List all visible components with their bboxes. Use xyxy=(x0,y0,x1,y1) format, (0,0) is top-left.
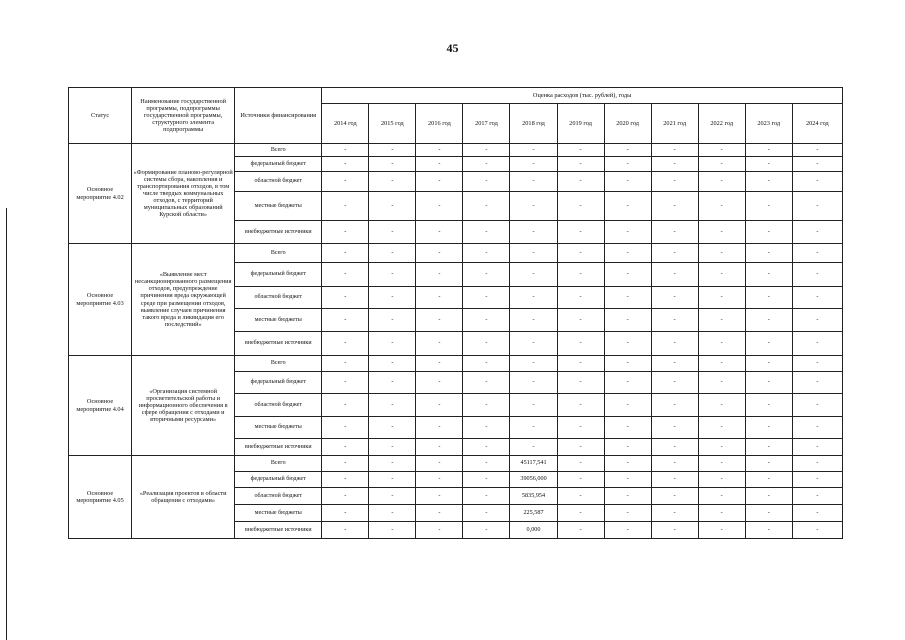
funding-source-cell: местные бюджеты xyxy=(235,505,322,522)
value-cell: - xyxy=(510,417,557,439)
value-cell: - xyxy=(604,356,651,372)
table-row xyxy=(69,144,843,157)
value-cell: 225,587 xyxy=(510,505,557,522)
value-cell: - xyxy=(745,456,792,472)
value-cell: - xyxy=(322,488,369,505)
value-cell: - xyxy=(322,157,369,172)
value-cell: - xyxy=(322,456,369,472)
value-cell: - xyxy=(792,309,842,332)
value-cell: - xyxy=(698,192,745,221)
funding-source-cell: областной бюджет xyxy=(235,287,322,309)
value-cell: - xyxy=(463,456,510,472)
value-cell: - xyxy=(416,309,463,332)
value-cell: - xyxy=(651,244,698,263)
value-cell: - xyxy=(322,244,369,263)
value-cell: - xyxy=(745,356,792,372)
value-cell: - xyxy=(604,505,651,522)
value-cell: - xyxy=(792,394,842,417)
value-cell: - xyxy=(792,332,842,356)
value-cell: - xyxy=(698,394,745,417)
value-cell: - xyxy=(510,287,557,309)
value-cell: - xyxy=(510,192,557,221)
value-cell: - xyxy=(604,287,651,309)
value-cell: - xyxy=(698,505,745,522)
budget-table xyxy=(68,87,843,539)
value-cell: - xyxy=(322,505,369,522)
value-cell: - xyxy=(322,144,369,157)
value-cell: - xyxy=(745,309,792,332)
table-row xyxy=(69,456,843,472)
value-cell: - xyxy=(651,263,698,287)
value-cell: - xyxy=(557,522,604,539)
value-cell: - xyxy=(557,394,604,417)
value-cell: - xyxy=(557,472,604,488)
value-cell: - xyxy=(604,309,651,332)
value-cell: - xyxy=(792,417,842,439)
value-cell: - xyxy=(369,472,416,488)
value-cell: - xyxy=(416,417,463,439)
value-cell: - xyxy=(557,263,604,287)
table-body xyxy=(69,144,843,539)
value-cell: - xyxy=(698,172,745,192)
value-cell: - xyxy=(792,287,842,309)
value-cell: - xyxy=(604,472,651,488)
activity-name-cell: «Реализация проектов в области обращения с отходами» xyxy=(132,456,235,539)
funding-source-cell: Всего xyxy=(235,356,322,372)
value-cell: - xyxy=(463,356,510,372)
value-cell: - xyxy=(463,417,510,439)
value-cell: - xyxy=(322,417,369,439)
value-cell: - xyxy=(698,372,745,394)
funding-source-cell: местные бюджеты xyxy=(235,417,322,439)
funding-source-cell: внебюджетные источники xyxy=(235,522,322,539)
value-cell: - xyxy=(463,192,510,221)
value-cell: - xyxy=(322,309,369,332)
value-cell: - xyxy=(792,522,842,539)
value-cell: - xyxy=(745,505,792,522)
value-cell: - xyxy=(745,372,792,394)
header-year: 2015 год xyxy=(369,104,416,144)
value-cell: - xyxy=(745,221,792,244)
header-status: Статус xyxy=(69,88,132,144)
value-cell: - xyxy=(463,221,510,244)
value-cell: - xyxy=(604,172,651,192)
value-cell: - xyxy=(745,192,792,221)
value-cell: - xyxy=(698,356,745,372)
value-cell: - xyxy=(369,488,416,505)
funding-source-cell: федеральный бюджет xyxy=(235,372,322,394)
funding-source-cell: федеральный бюджет xyxy=(235,157,322,172)
value-cell: - xyxy=(698,157,745,172)
value-cell: - xyxy=(416,356,463,372)
funding-source-cell: Всего xyxy=(235,244,322,263)
value-cell: - xyxy=(463,244,510,263)
value-cell: - xyxy=(604,244,651,263)
value-cell: - xyxy=(604,263,651,287)
value-cell: - xyxy=(510,157,557,172)
value-cell: - xyxy=(557,244,604,263)
value-cell: - xyxy=(651,456,698,472)
value-cell: - xyxy=(416,332,463,356)
value-cell: - xyxy=(651,394,698,417)
value-cell: - xyxy=(557,372,604,394)
value-cell: - xyxy=(745,287,792,309)
header-source: Источники финансирования xyxy=(235,88,322,144)
value-cell: - xyxy=(604,456,651,472)
value-cell: - xyxy=(604,221,651,244)
value-cell: - xyxy=(369,144,416,157)
funding-source-cell: местные бюджеты xyxy=(235,309,322,332)
value-cell: - xyxy=(792,144,842,157)
value-cell: - xyxy=(745,244,792,263)
value-cell: - xyxy=(369,456,416,472)
value-cell: - xyxy=(369,439,416,456)
value-cell: - xyxy=(557,488,604,505)
value-cell: - xyxy=(792,192,842,221)
value-cell: - xyxy=(604,522,651,539)
header-year: 2014 год xyxy=(322,104,369,144)
value-cell: - xyxy=(510,439,557,456)
value-cell: - xyxy=(792,488,842,505)
value-cell: - xyxy=(463,505,510,522)
value-cell: - xyxy=(416,263,463,287)
header-year: 2020 год xyxy=(604,104,651,144)
value-cell: - xyxy=(651,505,698,522)
value-cell: - xyxy=(557,144,604,157)
value-cell: - xyxy=(322,172,369,192)
value-cell: - xyxy=(745,157,792,172)
value-cell: - xyxy=(369,417,416,439)
value-cell: - xyxy=(698,439,745,456)
value-cell: - xyxy=(322,472,369,488)
value-cell: - xyxy=(416,372,463,394)
value-cell: - xyxy=(651,192,698,221)
activity-name-cell: «Выявление мест несанкционированного размещения отходов, предупреждение причинения вреда окружающей среде при размещении отходов, выявление случаев причинения такого вреда и ликвидация его последствий» xyxy=(132,244,235,356)
value-cell: - xyxy=(792,263,842,287)
value-cell: 39056,000 xyxy=(510,472,557,488)
value-cell: - xyxy=(698,144,745,157)
page-number: 45 xyxy=(446,41,459,55)
value-cell: - xyxy=(322,192,369,221)
value-cell: - xyxy=(745,439,792,456)
value-cell: - xyxy=(557,192,604,221)
header-year: 2017 год xyxy=(463,104,510,144)
value-cell: - xyxy=(698,263,745,287)
value-cell: - xyxy=(369,309,416,332)
value-cell: - xyxy=(651,144,698,157)
value-cell: - xyxy=(698,332,745,356)
value-cell: - xyxy=(651,356,698,372)
value-cell: - xyxy=(604,439,651,456)
value-cell: - xyxy=(698,309,745,332)
value-cell: - xyxy=(745,417,792,439)
status-cell: Основное мероприятие 4.04 xyxy=(69,356,132,456)
funding-source-cell: областной бюджет xyxy=(235,172,322,192)
header-name: Наименование государственной программы, подпрограммы государственной программы, структурного элемента подпрограммы xyxy=(132,88,235,144)
value-cell: 0,000 xyxy=(510,522,557,539)
value-cell: - xyxy=(604,144,651,157)
value-cell: - xyxy=(604,332,651,356)
value-cell: - xyxy=(557,221,604,244)
value-cell: - xyxy=(745,394,792,417)
value-cell: - xyxy=(510,309,557,332)
funding-source-cell: внебюджетные источники xyxy=(235,439,322,456)
value-cell: - xyxy=(651,522,698,539)
value-cell: - xyxy=(463,372,510,394)
value-cell: - xyxy=(369,372,416,394)
value-cell: - xyxy=(698,522,745,539)
value-cell: - xyxy=(510,221,557,244)
value-cell: - xyxy=(557,417,604,439)
value-cell: - xyxy=(698,287,745,309)
value-cell: - xyxy=(792,356,842,372)
activity-name-cell: «Формирование планово-регулярной системы сбора, накопления и транспортирования отходов, в том числе твердых коммунальных отходов, с территорий муниципальных образований Курской области» xyxy=(132,144,235,244)
value-cell: - xyxy=(463,263,510,287)
value-cell: - xyxy=(510,372,557,394)
value-cell: - xyxy=(322,263,369,287)
value-cell: - xyxy=(651,172,698,192)
funding-source-cell: внебюджетные источники xyxy=(235,221,322,244)
value-cell: - xyxy=(792,172,842,192)
value-cell: - xyxy=(463,309,510,332)
header-estimate: Оценка расходов (тыс. рублей), годы xyxy=(322,88,843,104)
value-cell: - xyxy=(369,505,416,522)
value-cell: - xyxy=(557,157,604,172)
value-cell: - xyxy=(369,287,416,309)
header-year: 2016 год xyxy=(416,104,463,144)
header-year: 2023 год xyxy=(745,104,792,144)
value-cell: - xyxy=(745,332,792,356)
value-cell: - xyxy=(745,172,792,192)
status-cell: Основное мероприятие 4.02 xyxy=(69,144,132,244)
value-cell: - xyxy=(416,456,463,472)
value-cell: 45117,541 xyxy=(510,456,557,472)
value-cell: - xyxy=(510,144,557,157)
value-cell: - xyxy=(745,522,792,539)
value-cell: - xyxy=(557,505,604,522)
scan-edge-line xyxy=(6,208,7,640)
value-cell: - xyxy=(369,244,416,263)
value-cell: - xyxy=(463,144,510,157)
value-cell: - xyxy=(322,332,369,356)
table-row xyxy=(69,244,843,263)
value-cell: - xyxy=(463,394,510,417)
value-cell: - xyxy=(557,456,604,472)
value-cell: - xyxy=(322,522,369,539)
value-cell: - xyxy=(369,221,416,244)
value-cell: - xyxy=(604,488,651,505)
value-cell: - xyxy=(792,472,842,488)
value-cell: - xyxy=(651,472,698,488)
value-cell: - xyxy=(792,505,842,522)
value-cell: - xyxy=(604,394,651,417)
value-cell: - xyxy=(792,456,842,472)
value-cell: - xyxy=(651,488,698,505)
value-cell: - xyxy=(510,244,557,263)
value-cell: - xyxy=(698,456,745,472)
value-cell: - xyxy=(463,522,510,539)
value-cell: - xyxy=(510,332,557,356)
value-cell: - xyxy=(698,417,745,439)
value-cell: - xyxy=(416,244,463,263)
value-cell: - xyxy=(463,488,510,505)
value-cell: - xyxy=(463,287,510,309)
value-cell: - xyxy=(557,332,604,356)
funding-source-cell: областной бюджет xyxy=(235,394,322,417)
value-cell: - xyxy=(651,287,698,309)
value-cell: - xyxy=(792,244,842,263)
value-cell: - xyxy=(557,309,604,332)
value-cell: - xyxy=(651,439,698,456)
value-cell: - xyxy=(463,332,510,356)
funding-source-cell: областной бюджет xyxy=(235,488,322,505)
value-cell: - xyxy=(510,172,557,192)
header-year: 2021 год xyxy=(651,104,698,144)
value-cell: - xyxy=(416,522,463,539)
value-cell: - xyxy=(557,439,604,456)
funding-source-cell: внебюджетные источники xyxy=(235,332,322,356)
value-cell: - xyxy=(792,439,842,456)
value-cell: - xyxy=(369,394,416,417)
value-cell: - xyxy=(416,157,463,172)
value-cell: - xyxy=(792,221,842,244)
value-cell: - xyxy=(416,505,463,522)
status-cell: Основное мероприятие 4.05 xyxy=(69,456,132,539)
value-cell: - xyxy=(322,356,369,372)
value-cell: - xyxy=(322,394,369,417)
value-cell: - xyxy=(557,172,604,192)
value-cell: - xyxy=(745,472,792,488)
value-cell: 5835,954 xyxy=(510,488,557,505)
value-cell: - xyxy=(698,472,745,488)
funding-source-cell: местные бюджеты xyxy=(235,192,322,221)
value-cell: - xyxy=(651,221,698,244)
value-cell: - xyxy=(698,221,745,244)
value-cell: - xyxy=(322,372,369,394)
value-cell: - xyxy=(510,394,557,417)
header-year: 2018 год xyxy=(510,104,557,144)
value-cell: - xyxy=(557,356,604,372)
value-cell: - xyxy=(651,332,698,356)
value-cell: - xyxy=(416,488,463,505)
value-cell: - xyxy=(416,192,463,221)
value-cell: - xyxy=(322,287,369,309)
value-cell: - xyxy=(698,488,745,505)
value-cell: - xyxy=(463,172,510,192)
value-cell: - xyxy=(651,309,698,332)
value-cell: - xyxy=(557,287,604,309)
value-cell: - xyxy=(604,417,651,439)
value-cell: - xyxy=(369,522,416,539)
value-cell: - xyxy=(369,332,416,356)
value-cell: - xyxy=(604,372,651,394)
value-cell: - xyxy=(416,439,463,456)
funding-source-cell: Всего xyxy=(235,456,322,472)
header-year: 2022 год xyxy=(698,104,745,144)
value-cell: - xyxy=(510,356,557,372)
activity-name-cell: «Организация системной просветительской работы и информационного обеспечения в сфере обращения с отходами и вторичными ресурсами» xyxy=(132,356,235,456)
value-cell: - xyxy=(369,192,416,221)
header-year: 2019 год xyxy=(557,104,604,144)
value-cell: - xyxy=(416,394,463,417)
value-cell: - xyxy=(369,172,416,192)
value-cell: - xyxy=(322,221,369,244)
value-cell: - xyxy=(604,192,651,221)
funding-source-cell: федеральный бюджет xyxy=(235,263,322,287)
value-cell: - xyxy=(792,157,842,172)
value-cell: - xyxy=(792,372,842,394)
table-row xyxy=(69,356,843,372)
value-cell: - xyxy=(745,263,792,287)
value-cell: - xyxy=(369,263,416,287)
funding-source-cell: федеральный бюджет xyxy=(235,472,322,488)
value-cell: - xyxy=(651,372,698,394)
value-cell: - xyxy=(745,144,792,157)
value-cell: - xyxy=(463,157,510,172)
value-cell: - xyxy=(604,157,651,172)
value-cell: - xyxy=(416,221,463,244)
header-year: 2024 год xyxy=(792,104,842,144)
value-cell: - xyxy=(322,439,369,456)
value-cell: - xyxy=(463,472,510,488)
value-cell: - xyxy=(416,172,463,192)
value-cell: - xyxy=(416,287,463,309)
value-cell: - xyxy=(745,488,792,505)
value-cell: - xyxy=(416,144,463,157)
funding-source-cell: Всего xyxy=(235,144,322,157)
status-cell: Основное мероприятие 4.03 xyxy=(69,244,132,356)
value-cell: - xyxy=(463,439,510,456)
value-cell: - xyxy=(651,417,698,439)
value-cell: - xyxy=(698,244,745,263)
value-cell: - xyxy=(369,356,416,372)
value-cell: - xyxy=(510,263,557,287)
value-cell: - xyxy=(651,157,698,172)
value-cell: - xyxy=(369,157,416,172)
value-cell: - xyxy=(416,472,463,488)
